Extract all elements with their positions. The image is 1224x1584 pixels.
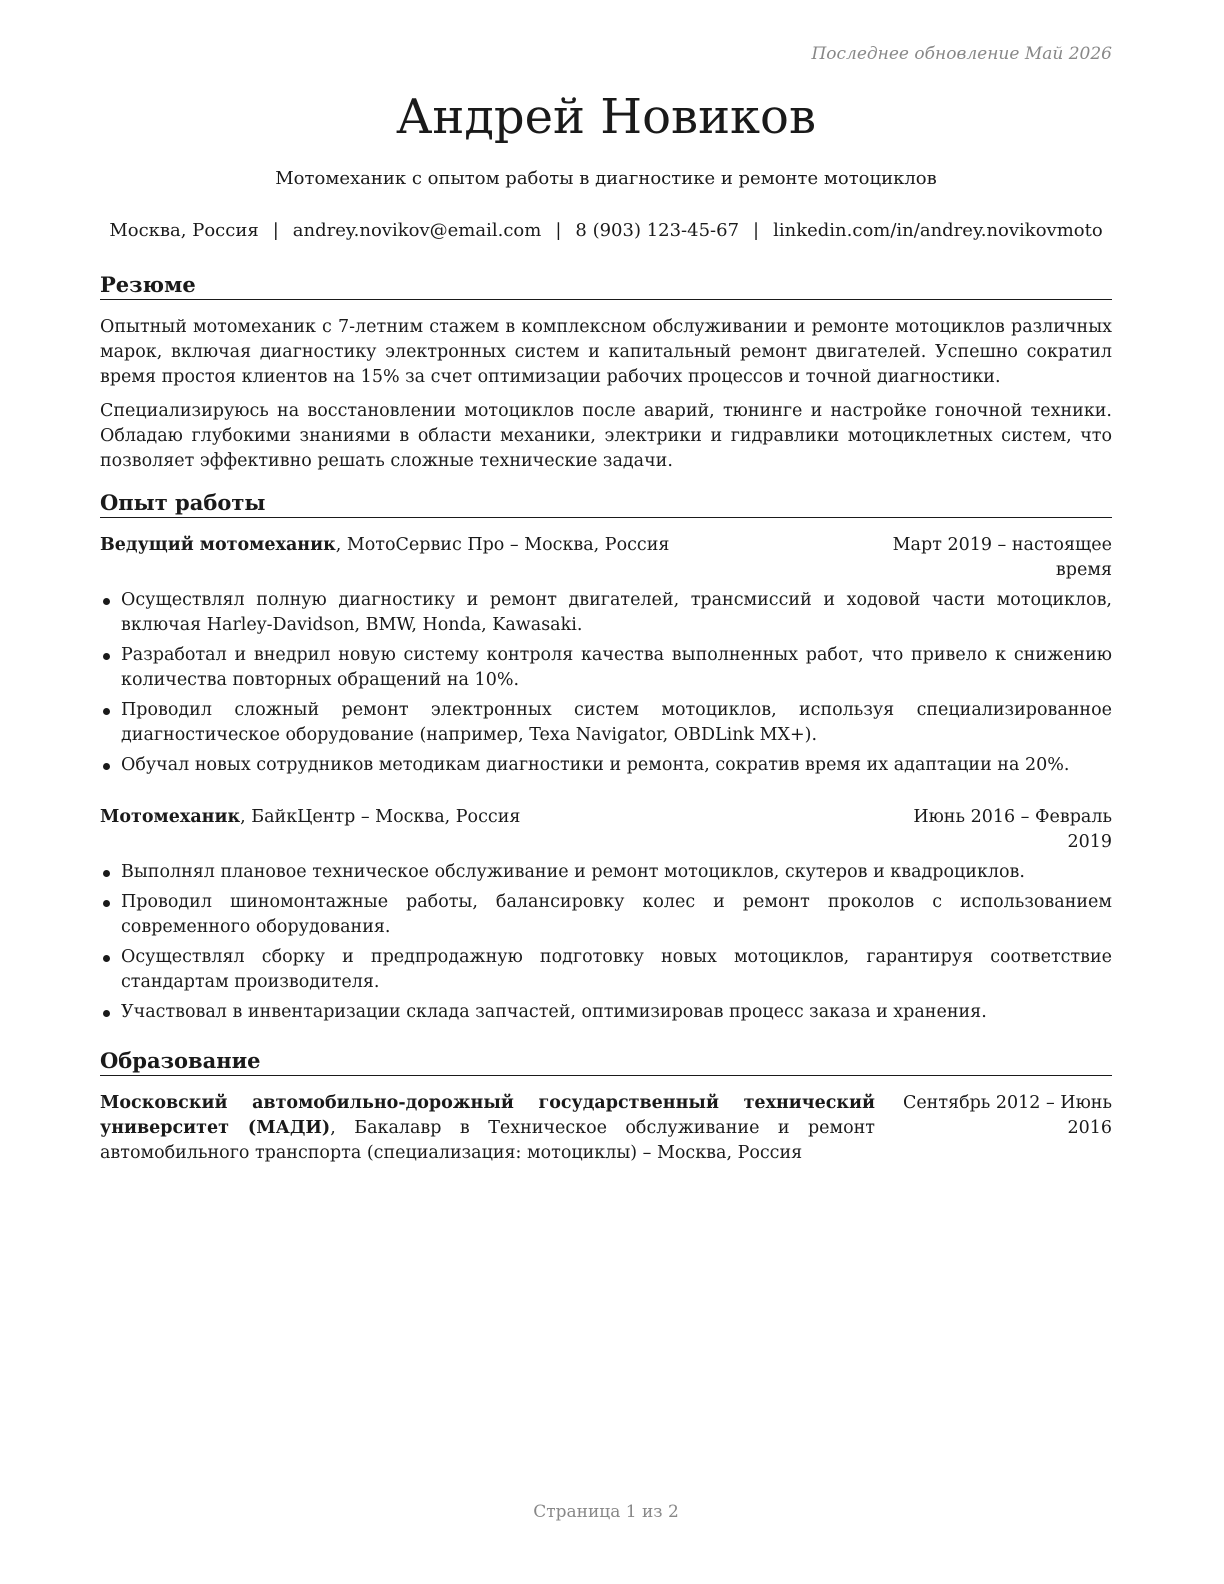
contact-location: Москва, Россия [109,220,259,241]
bullet-icon [103,955,110,962]
job-role: Ведущий мотомеханик [100,535,336,555]
list-item: Проводил шиномонтажные работы, балансировку колес и ремонт проколов с использованием современного оборудования. [100,890,1112,940]
job-company: , БайкЦентр – Москва, Россия [240,807,521,827]
section-title-experience: Опыт работы [100,489,1112,518]
summary-paragraph: Опытный мотомеханик с 7-летним стажем в комплексном обслуживании и ремонте мотоциклов различных марок, включая диагностику электронных систем и капитальный ремонт двигателей. Успешно сократил время простоя клиентов на 15% за счет оптимизации рабочих процессов и точной диагностики. [100,317,1112,387]
education-dates: Сентябрь 2012 – Июнь 2016 [902,1093,1112,1138]
last-updated: Последнее обновление Май 2026 [811,44,1112,64]
job-company: , МотоСервис Про – Москва, Россия [335,535,670,555]
list-item: Проводил сложный ремонт электронных систем мотоциклов, используя специализированное диагностическое оборудование (например, Texa Navigator, OBDLink MX+). [100,698,1112,748]
contact-separator: | [753,220,760,241]
bullet-icon [103,598,110,605]
list-item: Осуществлял полную диагностику и ремонт двигателей, трансмиссий и ходовой части мотоциклов, включая Harley-Davidson, BMW, Honda, Kawasaki. [100,588,1112,638]
summary-paragraph: Специализируюсь на восстановлении мотоциклов после аварий, тюнинге и настройке гоночной техники. Обладаю глубокими знаниями в области механики, электрики и гидравлики мотоциклетных систем, что позволяет эффективно решать сложные технические задачи. [100,401,1112,471]
contact-email[interactable]: andrey.novikov@email.com [292,220,542,241]
candidate-subtitle: Мотомеханик с опытом работы в диагностике и ремонте мотоциклов [275,168,937,189]
contact-line [100,219,1112,243]
candidate-name: Андрей Новиков [396,89,816,145]
list-item: Участвовал в инвентаризации склада запчастей, оптимизировав процесс заказа и хранения. [100,1000,1112,1025]
contact-linkedin[interactable]: linkedin.com/in/andrey.novikovmoto [773,220,1103,241]
list-item: Осуществлял сборку и предпродажную подготовку новых мотоциклов, гарантируя соответствие стандартам производителя. [100,945,1112,995]
contact-separator: | [555,220,562,241]
education-text [100,1091,875,1166]
contact-separator: | [272,220,279,241]
bullet-icon [103,708,110,715]
bullet-icon [103,653,110,660]
list-item: Обучал новых сотрудников методикам диагностики и ремонта, сократив время их адаптации на 20%. [100,753,1112,778]
job-bullets [100,860,1112,1030]
resume-page [100,0,1112,1584]
list-item: Выполнял плановое техническое обслуживание и ремонт мотоциклов, скутеров и квадроциклов. [100,860,1112,885]
section-title-summary: Резюме [100,271,1112,300]
job-bullets [100,588,1112,783]
contact-phone[interactable]: 8 (903) 123-45-67 [575,220,740,241]
bullet-icon [103,763,110,770]
list-item: Разработал и внедрил новую систему контроля качества выполненных работ, что привело к снижению количества повторных обращений на 10%. [100,643,1112,693]
bullet-icon [103,870,110,877]
page-number: Страница 1 из 2 [533,1502,679,1522]
section-title-education: Образование [100,1047,1112,1076]
job-role: Мотомеханик [100,807,241,827]
bullet-icon [103,1010,110,1017]
education-details: , Бакалавр в Техническое обслуживание и ремонт автомобильного транспорта (специализация: мотоциклы) – Москва, Россия [100,1118,875,1163]
job-dates: Март 2019 – настоящее время [892,535,1112,580]
job-title-line [100,533,860,558]
job-dates: Июнь 2016 – Февраль 2019 [913,807,1112,852]
job-title-line [100,805,860,830]
bullet-icon [103,900,110,907]
education-institution: Московский автомобильно-дорожный государственный технический университет (МАДИ) [100,1093,875,1138]
